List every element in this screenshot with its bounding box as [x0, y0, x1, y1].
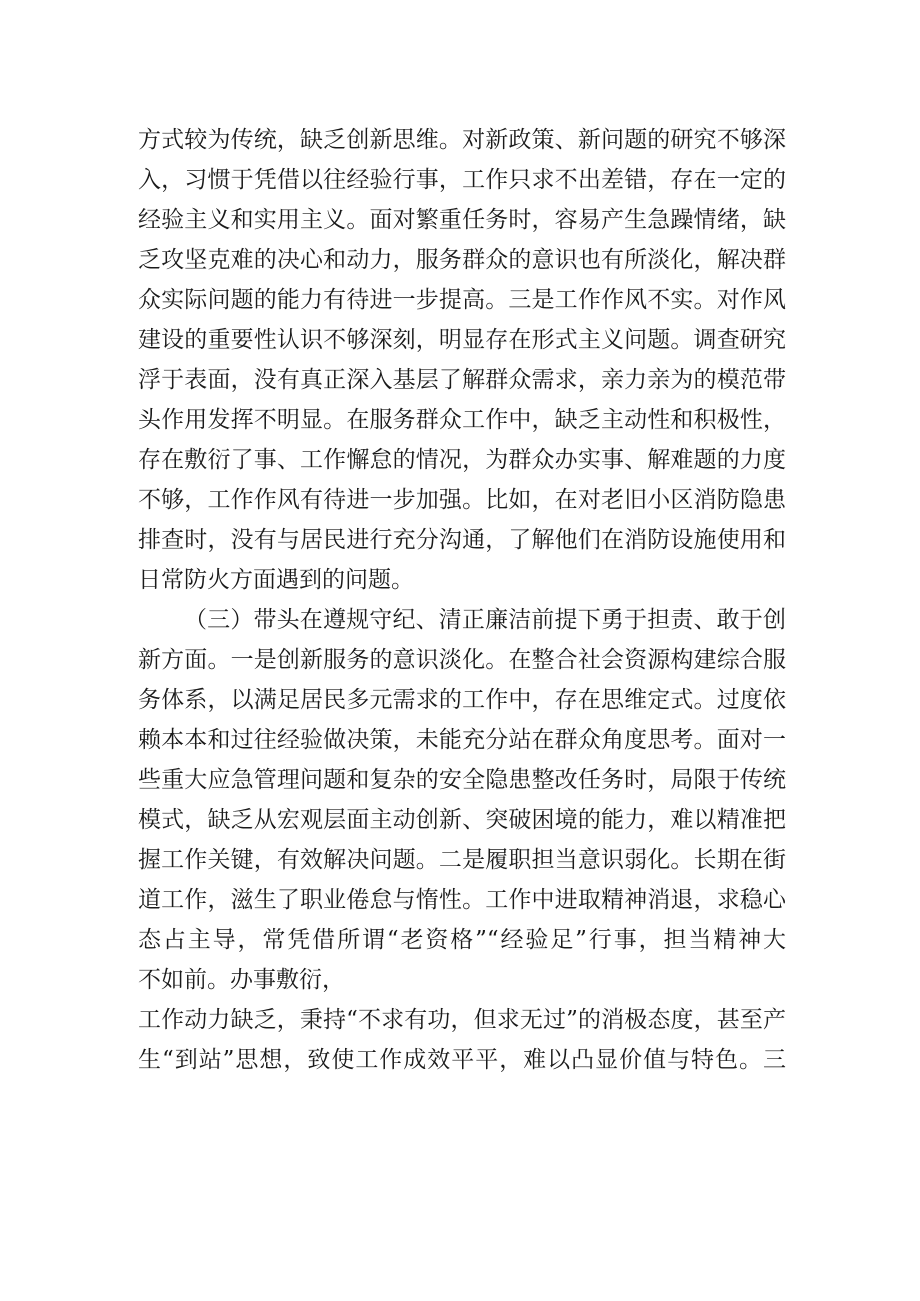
- text-line: 工作动力缺乏，秉持“不求有功，但求无过”的消极态度，甚至产: [138, 1007, 786, 1033]
- text-line: 务体系，以满足居民多元需求的工作中，存在思维定式。过度依: [138, 687, 786, 713]
- text-line: 道工作，滋生了职业倦怠与惰性。工作中进取精神消退，求稳心: [138, 887, 786, 913]
- text-line: 模式，缺乏从宏观层面主动创新、突破困境的能力，难以精准把: [138, 807, 786, 833]
- text-line: 乏攻坚克难的决心和动力，服务群众的意识也有所淡化，解决群: [138, 247, 786, 273]
- text-line: 浮于表面，没有真正深入基层了解群众需求，亲力亲为的模范带: [138, 367, 786, 393]
- text-line: 新方面。一是创新服务的意识淡化。在整合社会资源构建综合服: [138, 647, 786, 673]
- text-line: 日常防火方面遇到的问题。: [138, 567, 414, 593]
- text-line: 态占主导，常凭借所谓“老资格”“经验足”行事，担当精神大: [138, 927, 786, 953]
- text-line: 入，习惯于凭借以往经验行事，工作只求不出差错，存在一定的: [138, 167, 786, 193]
- text-line: 握工作关键，有效解决问题。二是履职担当意识弱化。长期在街: [138, 847, 786, 873]
- text-line: 经验主义和实用主义。面对繁重任务时，容易产生急躁情绪，缺: [138, 207, 786, 233]
- text-line: 众实际问题的能力有待进一步提高。三是工作作风不实。对作风: [138, 287, 786, 313]
- text-line: 头作用发挥不明显。在服务群众工作中，缺乏主动性和积极性，: [138, 407, 786, 433]
- text-line: 存在敷衍了事、工作懈怠的情况，为群众办实事、解难题的力度: [138, 447, 786, 473]
- text-line: 赖本本和过往经验做决策，未能充分站在群众角度思考。面对一: [138, 727, 786, 753]
- text-line: 生“到站”思想，致使工作成效平平，难以凸显价值与特色。三: [138, 1047, 786, 1073]
- text-line: 方式较为传统，缺乏创新思维。对新政策、新问题的研究不够深: [138, 127, 786, 153]
- section-heading-line: （三）带头在遵规守纪、清正廉洁前提下勇于担责、敢于创: [184, 607, 786, 633]
- text-line: 排查时，没有与居民进行充分沟通，了解他们在消防设施使用和: [138, 527, 786, 553]
- text-line: 不如前。办事敷衍，: [138, 967, 345, 993]
- text-line: 些重大应急管理问题和复杂的安全隐患整改任务时，局限于传统: [138, 767, 786, 793]
- text-line: 不够，工作作风有待进一步加强。比如，在对老旧小区消防隐患: [138, 487, 786, 513]
- text-line: 建设的重要性认识不够深刻，明显存在形式主义问题。调查研究: [138, 327, 786, 353]
